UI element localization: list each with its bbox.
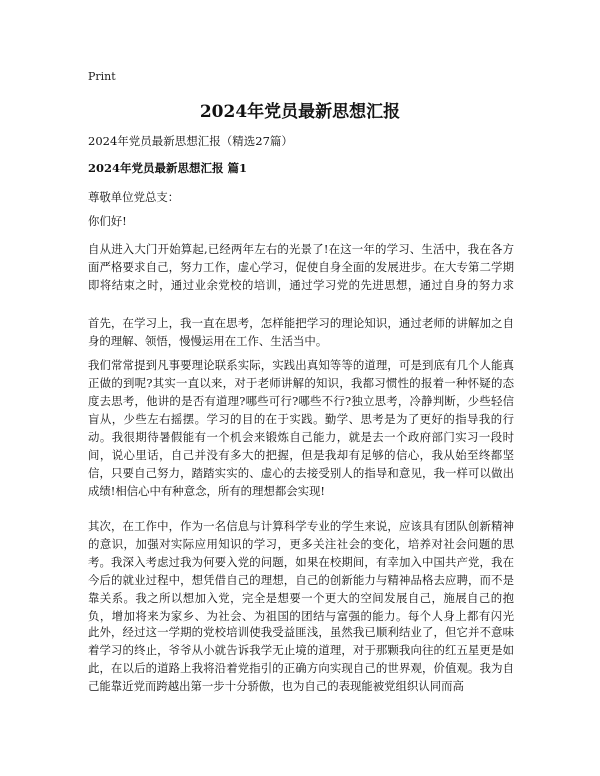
document-subtitle: 2024年党员最新思想汇报（精选27篇）	[88, 134, 293, 148]
paragraph: 自从进入大门开始算起,已经两年左右的光景了!在这一年的学习、生活中，我在各方面严格要求自己，努力工作，虚心学习，促使自身全面的发展进步。在大专第二学期即将结束之时，通过业余党校的培训，通过学习党的先进思想，通过自身的努力求	[88, 242, 514, 292]
greeting: 尊敬单位党总支：	[88, 190, 180, 204]
print-link[interactable]: Print	[88, 70, 116, 83]
paragraph: 其次，在工作中，作为一名信息与计算科学专业的学生来说，应该具有团队创新精神的意识，加强对实际应用知识的学习，更多关注社会的变化，培养对社会问题的思考。我深入考虑过我为何要入党的问题，如果在校期间，有幸加入中国共产党，我在今后的就业过程中，想凭借自己的理想，自己的创新能力与精神品格去应聘，而不是靠关系。我之所以想加入党，完全是想要一个更大的空间发展自己，施展自己的抱负，增加将来为家乡、为社会、为祖国的团结与富强的能力。每个人身上都有闪光	[88, 519, 514, 623]
salutation: 你们好!	[88, 214, 127, 228]
paragraph: 首先，在学习上，我一直在思考，怎样能把学习的理论知识，通过老师的讲解加之自身的理解、领悟，慢慢运用在工作、生活当中。	[88, 316, 514, 348]
document-title: 2024年党员最新思想汇报	[199, 102, 401, 122]
section-heading: 2024年党员最新思想汇报 篇1	[88, 161, 248, 175]
paragraph: 我们常常提到凡事要理论联系实际，实践出真知等等的道理，可是到底有几个人能真正做的到呢?其实一直以来，对于老师讲解的知识，我都习惯性的报着一种怀疑的态度去思考，他讲的是否有道理?哪些可行?哪些不行?独立思考，冷静判断，少些轻信盲从，少些左右摇摆。学习的目的在于实践。勤学、思考是为了更好的指导我的行动。我很期待暑假能有一个机会来锻炼自己能力，就是去一个政府部门实习一段时间，说心里话，自己并没有多大的把握，但是我却有足够的信心，我从始至终都坚信，只要自己努力，踏踏实实的、虚心的去接受别人的指导和意见，我一样可以做出成绩!相信心中有种意念，所有的理想都会实现!	[88, 358, 514, 498]
paragraph: 此外，经过这一学期的党校培训使我受益匪浅，虽然我已顺利结业了，但它并不意味着学习的终止，爷爷从小就告诉我学无止境的道理，对于那颗我向往的红五星更是如此，在以后的道路上我将沿着党指引的正确方向实现自己的世界观，价值观。我为自己能靠近党而跨越出第一步十分骄傲，也为自己的表现能被党组织认同而高	[88, 625, 514, 693]
